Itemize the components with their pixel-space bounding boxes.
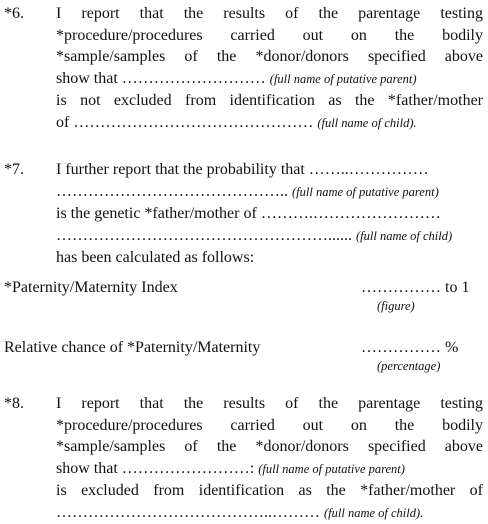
paternity-index-hint: (figure) — [377, 296, 415, 318]
section-6-line-6 — [56, 112, 483, 135]
relative-chance-blank[interactable]: …………… % — [361, 337, 458, 359]
section-8-line-5: is excluded from identification as the *father/mother of — [56, 480, 483, 502]
relative-chance-hint: (percentage) — [377, 356, 440, 378]
section-6-line-2: *procedure/procedures carried out on the bodily — [56, 25, 483, 47]
section-6-body — [56, 3, 483, 134]
putative-parent-hint: (full name of putative parent) — [270, 72, 417, 86]
section-7-line-1[interactable]: I further report that the probability that ……..…………… — [56, 159, 483, 181]
section-8-body — [56, 393, 483, 524]
section-8-line-4 — [56, 458, 483, 481]
section-7-line-2 — [56, 181, 483, 204]
section-6-line-1: I report that the results of the parentage testing — [56, 3, 483, 25]
section-6-number: *6. — [4, 3, 24, 25]
relative-chance-label: Relative chance of *Paternity/Maternity — [4, 337, 260, 359]
section-8-line-2: *procedure/procedures carried out on the bodily — [56, 415, 483, 437]
section-7-line-4 — [56, 225, 483, 248]
section-7-line-3[interactable]: is the genetic *father/mother of ……….…………………… — [56, 203, 483, 225]
section-8-line-1: I report that the results of the parentage testing — [56, 393, 483, 415]
child-name-hint: (full name of child) — [356, 229, 452, 243]
section-8-number: *8. — [4, 393, 24, 415]
putative-parent-blank[interactable]: …………………………………….. — [56, 183, 288, 200]
child-name-blank[interactable]: …………………………………..……… — [56, 504, 320, 521]
putative-parent-hint: (full name of putative parent) — [292, 185, 439, 199]
section-6-line-3: *sample/samples of the *donor/donors specified above — [56, 46, 483, 68]
section-6-line-5: is not excluded from identification as the *father/mother — [56, 90, 483, 112]
child-name-hint: (full name of child). — [317, 116, 416, 130]
child-name-blank[interactable]: ……………………………………………...... — [56, 227, 352, 244]
putative-parent-hint: (full name of putative parent) — [258, 462, 405, 476]
section-7-number: *7. — [4, 159, 24, 181]
section-7-body — [56, 159, 483, 269]
child-name-hint: (full name of child). — [324, 506, 423, 520]
putative-parent-blank[interactable]: show that ……………………… — [56, 70, 266, 87]
putative-parent-blank[interactable]: show that ……………………: — [56, 460, 254, 477]
section-6-line-4 — [56, 68, 483, 91]
section-8-line-3: *sample/samples of the *donor/donors specified above — [56, 436, 483, 458]
paternity-index-label: *Paternity/Maternity Index — [4, 277, 178, 299]
section-7-line-5: has been calculated as follows: — [56, 247, 483, 269]
child-name-blank[interactable]: of ……………………………………… — [56, 114, 313, 131]
paternity-index-blank[interactable]: …………… to 1 — [361, 277, 469, 299]
